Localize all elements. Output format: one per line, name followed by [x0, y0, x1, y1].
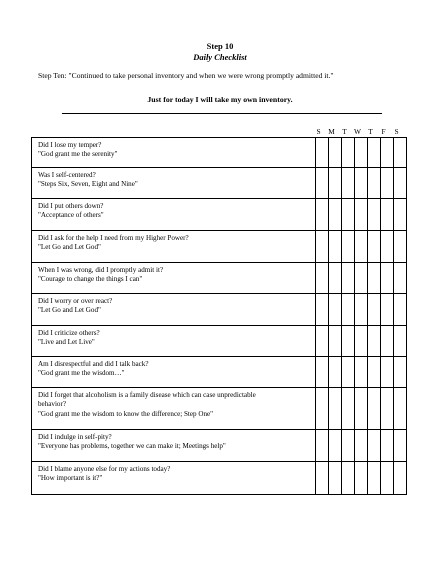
checkbox-monday[interactable]	[329, 199, 342, 231]
question-detail: "Steps Six, Seven, Eight and Nine"	[38, 180, 138, 189]
checkbox-sunday[interactable]	[316, 294, 329, 326]
checkbox-tuesday[interactable]	[342, 430, 355, 462]
checkbox-friday[interactable]	[381, 294, 394, 326]
page-subtitle: Daily Checklist	[193, 52, 247, 62]
checkbox-wednesday[interactable]	[355, 326, 368, 357]
checkbox-thursday[interactable]	[368, 388, 381, 430]
checkbox-tuesday[interactable]	[342, 462, 355, 495]
checkbox-monday[interactable]	[329, 326, 342, 357]
checkbox-tuesday[interactable]	[342, 357, 355, 388]
checkbox-sunday[interactable]	[316, 231, 329, 263]
page-title: Step 10	[206, 41, 234, 51]
question-text: Did I criticize others?	[38, 329, 100, 337]
checkbox-wednesday[interactable]	[355, 168, 368, 199]
question-cell	[32, 168, 316, 199]
checkbox-friday[interactable]	[381, 357, 394, 388]
day-header-saturday: S	[394, 127, 399, 136]
checklist-row	[32, 199, 407, 231]
checkbox-wednesday[interactable]	[355, 357, 368, 388]
checkbox-saturday[interactable]	[394, 462, 407, 495]
checkbox-thursday[interactable]	[368, 138, 381, 168]
checkbox-tuesday[interactable]	[342, 199, 355, 231]
day-header-tuesday: T	[342, 127, 347, 136]
question-detail: "How important is it?"	[38, 474, 103, 483]
question-cell	[32, 231, 316, 263]
checkbox-monday[interactable]	[329, 430, 342, 462]
question-text: Did I lose my temper?	[38, 141, 102, 149]
checkbox-friday[interactable]	[381, 388, 394, 430]
question-cell	[32, 388, 316, 430]
checkbox-wednesday[interactable]	[355, 294, 368, 326]
checkbox-sunday[interactable]	[316, 199, 329, 231]
checkbox-thursday[interactable]	[368, 462, 381, 495]
checkbox-saturday[interactable]	[394, 231, 407, 263]
checkbox-friday[interactable]	[381, 231, 394, 263]
checkbox-sunday[interactable]	[316, 263, 329, 294]
question-text: Did I forget that alcoholism is a family disease which can case unpredictable	[38, 391, 256, 399]
checkbox-saturday[interactable]	[394, 168, 407, 199]
checkbox-thursday[interactable]	[368, 294, 381, 326]
checkbox-monday[interactable]	[329, 263, 342, 294]
checkbox-thursday[interactable]	[368, 326, 381, 357]
checkbox-saturday[interactable]	[394, 326, 407, 357]
checkbox-saturday[interactable]	[394, 294, 407, 326]
checkbox-friday[interactable]	[381, 168, 394, 199]
checkbox-wednesday[interactable]	[355, 263, 368, 294]
question-cell	[32, 430, 316, 462]
daily-commitment: Just for today I will take my own inventory.	[147, 95, 293, 104]
checkbox-wednesday[interactable]	[355, 138, 368, 168]
checkbox-sunday[interactable]	[316, 138, 329, 168]
checklist-row	[32, 326, 407, 357]
divider-line	[62, 113, 382, 114]
checkbox-thursday[interactable]	[368, 263, 381, 294]
checkbox-monday[interactable]	[329, 231, 342, 263]
day-header-wednesday: W	[354, 127, 361, 136]
question-text: When I was wrong, did I promptly admit it?	[38, 266, 164, 274]
checklist-row	[32, 263, 407, 294]
checkbox-monday[interactable]	[329, 138, 342, 168]
checkbox-wednesday[interactable]	[355, 231, 368, 263]
checklist-row	[32, 430, 407, 462]
checkbox-tuesday[interactable]	[342, 263, 355, 294]
question-detail: "God grant me the serenity"	[38, 150, 118, 159]
day-header-friday: F	[381, 127, 386, 136]
checkbox-saturday[interactable]	[394, 263, 407, 294]
checklist-table	[31, 137, 407, 495]
checkbox-friday[interactable]	[381, 462, 394, 495]
checkbox-friday[interactable]	[381, 199, 394, 231]
question-text: Was I self-centered?	[38, 171, 96, 179]
checkbox-friday[interactable]	[381, 326, 394, 357]
checkbox-saturday[interactable]	[394, 430, 407, 462]
checkbox-saturday[interactable]	[394, 199, 407, 231]
question-cell	[32, 138, 316, 168]
checkbox-monday[interactable]	[329, 294, 342, 326]
question-cell	[32, 199, 316, 231]
checklist-row	[32, 294, 407, 326]
checklist-row	[32, 138, 407, 168]
question-cell	[32, 294, 316, 326]
question-text: Did I put others down?	[38, 202, 104, 210]
checkbox-thursday[interactable]	[368, 357, 381, 388]
checkbox-thursday[interactable]	[368, 430, 381, 462]
checklist-row	[32, 388, 407, 430]
step-ten-intro: Step Ten: "Continued to take personal inventory and when we were wrong promptly admitted it."	[38, 71, 334, 80]
checkbox-tuesday[interactable]	[342, 326, 355, 357]
checkbox-wednesday[interactable]	[355, 388, 368, 430]
checkbox-sunday[interactable]	[316, 326, 329, 357]
checkbox-sunday[interactable]	[316, 357, 329, 388]
question-cell	[32, 326, 316, 357]
question-detail: "Courage to change the things I can"	[38, 275, 143, 284]
question-detail: "Everyone has problems, together we can make it; Meetings help"	[38, 442, 226, 451]
question-text: Did I worry or over react?	[38, 297, 113, 305]
question-cell	[32, 462, 316, 495]
checkbox-wednesday[interactable]	[355, 430, 368, 462]
checkbox-sunday[interactable]	[316, 168, 329, 199]
question-text: Did I blame anyone else for my actions today?	[38, 465, 171, 473]
question-cell	[32, 357, 316, 388]
checkbox-friday[interactable]	[381, 430, 394, 462]
checkbox-tuesday[interactable]	[342, 138, 355, 168]
checkbox-sunday[interactable]	[316, 430, 329, 462]
question-detail: "Let Go and Let God"	[38, 306, 101, 315]
checkbox-tuesday[interactable]	[342, 294, 355, 326]
checkbox-friday[interactable]	[381, 138, 394, 168]
checkbox-monday[interactable]	[329, 388, 342, 430]
checkbox-tuesday[interactable]	[342, 388, 355, 430]
checkbox-friday[interactable]	[381, 263, 394, 294]
day-header-thursday: T	[368, 127, 373, 136]
checkbox-tuesday[interactable]	[342, 168, 355, 199]
checkbox-thursday[interactable]	[368, 231, 381, 263]
checkbox-tuesday[interactable]	[342, 231, 355, 263]
checkbox-thursday[interactable]	[368, 199, 381, 231]
checkbox-wednesday[interactable]	[355, 462, 368, 495]
checkbox-sunday[interactable]	[316, 388, 329, 430]
question-detail: "Live and Let Live"	[38, 338, 95, 347]
question-text: Did I indulge in self-pity?	[38, 433, 112, 441]
question-detail: "God grant me the wisdom…"	[38, 369, 125, 378]
day-header-sunday: S	[316, 127, 321, 136]
day-header-monday: M	[328, 127, 335, 136]
checkbox-monday[interactable]	[329, 357, 342, 388]
checklist-row	[32, 231, 407, 263]
checkbox-monday[interactable]	[329, 462, 342, 495]
checkbox-thursday[interactable]	[368, 168, 381, 199]
checkbox-sunday[interactable]	[316, 462, 329, 495]
question-cell	[32, 263, 316, 294]
checkbox-saturday[interactable]	[394, 357, 407, 388]
checkbox-monday[interactable]	[329, 168, 342, 199]
checklist-row	[32, 168, 407, 199]
checklist-row	[32, 357, 407, 388]
checkbox-saturday[interactable]	[394, 138, 407, 168]
checklist-row	[32, 462, 407, 495]
checkbox-saturday[interactable]	[394, 388, 407, 430]
question-detail: "Let Go and Let God"	[38, 243, 101, 252]
question-detail: "Acceptance of others"	[38, 211, 104, 220]
checkbox-wednesday[interactable]	[355, 199, 368, 231]
question-text: Did I ask for the help I need from my Higher Power?	[38, 234, 189, 242]
question-detail: "God grant me the wisdom to know the difference; Step One"	[38, 409, 214, 418]
question-detail: behavior?	[38, 400, 66, 409]
question-text: Am I disrespectful and did I talk back?	[38, 360, 149, 368]
